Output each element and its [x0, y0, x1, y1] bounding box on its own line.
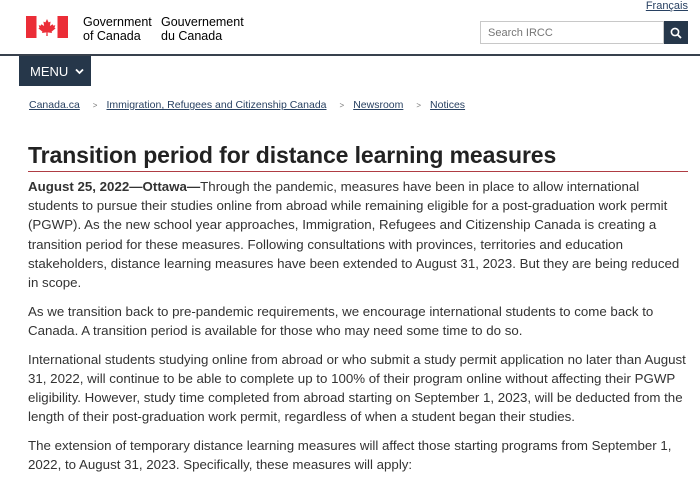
- paragraph-3: International students studying online from abroad or who submit a study permit application no later than August 31, 2022, will continue to be able to complete up to 100% of their program online without affecting their PGWP eligibility. However, study time completed from abroad starting on September 1, 2023, will be deducted from the length of their post-graduation work permit, regardless of when a student began their studies.: [28, 351, 686, 425]
- breadcrumb-notices[interactable]: Notices: [430, 99, 466, 111]
- header-divider: [0, 54, 700, 56]
- breadcrumb-canada-ca[interactable]: Canada.ca: [29, 99, 80, 111]
- breadcrumb-newsroom[interactable]: Newsroom: [353, 99, 404, 111]
- article-body: [28, 177, 688, 484]
- site-header: [26, 14, 688, 48]
- page-title: Transition period for distance learning measures: [28, 142, 557, 168]
- search-icon: [670, 27, 682, 39]
- breadcrumb-separator-icon: >: [339, 100, 345, 110]
- paragraph-2: As we transition back to pre-pandemic requirements, we encourage international students to come back to Canada. A transition period is available for those who may need some time to do so.: [28, 303, 654, 338]
- breadcrumb-separator-icon: >: [416, 100, 422, 110]
- search-form: [480, 21, 688, 44]
- language-toggle-link[interactable]: Français: [645, 0, 688, 12]
- canada-flag-icon: [26, 16, 68, 38]
- title-underline: [28, 171, 688, 172]
- search-button[interactable]: [664, 21, 688, 44]
- paragraph-1: [28, 177, 688, 292]
- paragraph-1-text: Through the pandemic, measures have been in place to allow international students to pursue their studies online from abroad while remaining eligible for a post-graduation work permit (PGWP). As the new school year approaches, Immigration, Refugees and Citizenship Canada is creating a transition period for these measures. Following consultations with provinces, territories and education stakeholders, distance learning measures have been extended to August 31, 2023. But they are being reduced in scope.: [28, 179, 680, 291]
- menu-label: MENU: [30, 63, 69, 79]
- signature-french: Gouvernement du Canada: [161, 15, 244, 43]
- dateline: August 25, 2022—Ottawa—: [28, 179, 201, 194]
- paragraph-4: The extension of temporary distance learning measures will affect those starting programs from September 1, 2022, to August 31, 2023. Specifically, these measures will apply:: [28, 437, 672, 473]
- breadcrumb: [29, 99, 465, 111]
- breadcrumb-separator-icon: >: [92, 100, 98, 110]
- chevron-down-icon: [75, 68, 84, 75]
- breadcrumb-ircc[interactable]: Immigration, Refugees and Citizenship Canada: [106, 99, 327, 111]
- signature-english: Government of Canada: [83, 15, 152, 43]
- search-input[interactable]: [480, 21, 664, 44]
- menu-button[interactable]: [19, 56, 91, 86]
